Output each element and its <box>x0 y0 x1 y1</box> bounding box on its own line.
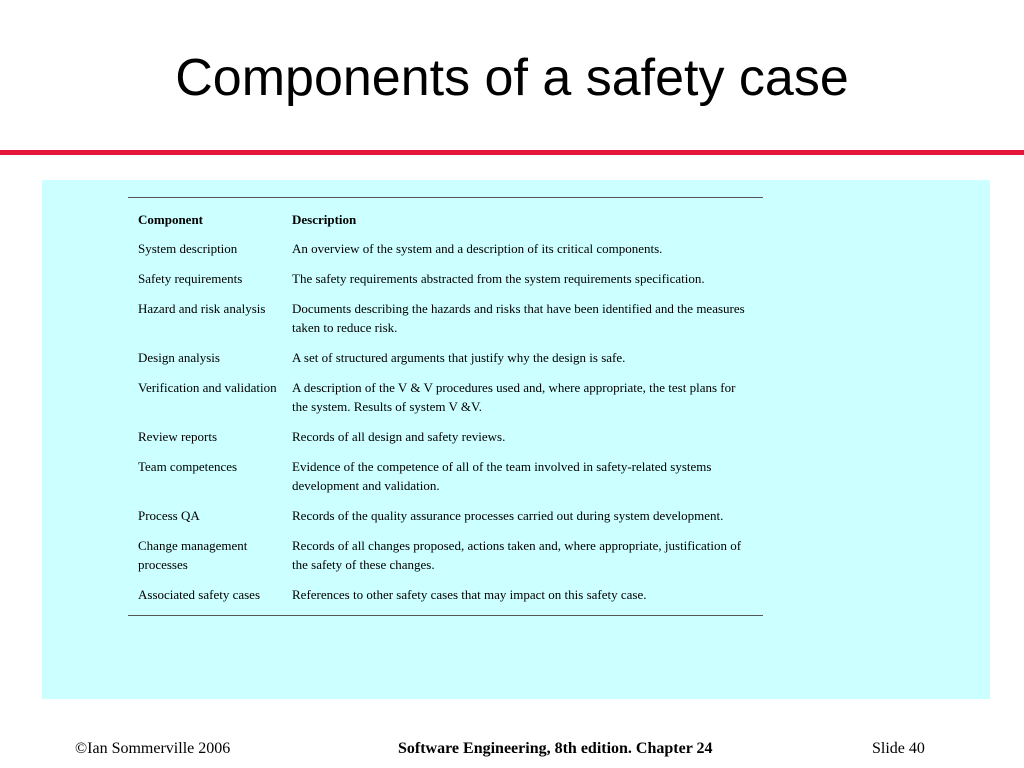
component-cell: Review reports <box>138 429 218 444</box>
description-cell: A set of structured arguments that justify why the design is safe. <box>292 350 626 365</box>
description-cell: Records of all changes proposed, actions taken and, where appropriate, justification of the safety of these changes. <box>292 538 742 572</box>
footer-slide-number: Slide 40 <box>872 740 925 757</box>
description-cell: The safety requirements abstracted from the system requirements specification. <box>292 271 705 286</box>
table-row <box>128 348 763 378</box>
footer-copyright: ©Ian Sommerville 2006 <box>75 740 231 757</box>
component-cell: Hazard and risk analysis <box>138 301 266 316</box>
table-row <box>128 239 763 269</box>
description-cell: An overview of the system and a description of its critical components. <box>292 241 663 256</box>
title-divider <box>0 150 1024 155</box>
description-cell: Records of all design and safety reviews. <box>292 429 506 444</box>
table-row <box>128 427 763 457</box>
table-row <box>128 506 763 536</box>
slide-title: Components of a safety case <box>175 49 849 107</box>
table-row <box>128 536 763 585</box>
components-table <box>128 197 763 616</box>
description-cell: A description of the V & V procedures used and, where appropriate, the test plans for the system. Results of system V &V. <box>292 380 736 414</box>
table-header-row <box>128 198 763 240</box>
description-cell: Records of the quality assurance processes carried out during system development. <box>292 508 724 523</box>
component-cell: Team competences <box>138 459 238 474</box>
header-component: Component <box>138 212 204 227</box>
description-cell: Evidence of the competence of all of the team involved in safety-related systems development and validation. <box>292 459 712 493</box>
description-cell: Documents describing the hazards and risks that have been identified and the measures taken to reduce risk. <box>292 301 745 335</box>
footer-book-title: Software Engineering, 8th edition. Chapter 24 <box>398 740 713 757</box>
component-cell: Verification and validation <box>138 380 277 395</box>
table-row <box>128 269 763 299</box>
component-cell: Associated safety cases <box>138 587 261 602</box>
table-row <box>128 457 763 506</box>
table-row <box>128 378 763 427</box>
component-cell: Design analysis <box>138 350 220 365</box>
component-cell: Process QA <box>138 508 200 523</box>
table-row <box>128 299 763 348</box>
component-cell: Change management processes <box>138 538 248 572</box>
header-description: Description <box>292 212 357 227</box>
table-row <box>128 585 763 616</box>
description-cell: References to other safety cases that may impact on this safety case. <box>292 587 647 602</box>
component-cell: System description <box>138 241 238 256</box>
component-cell: Safety requirements <box>138 271 243 286</box>
